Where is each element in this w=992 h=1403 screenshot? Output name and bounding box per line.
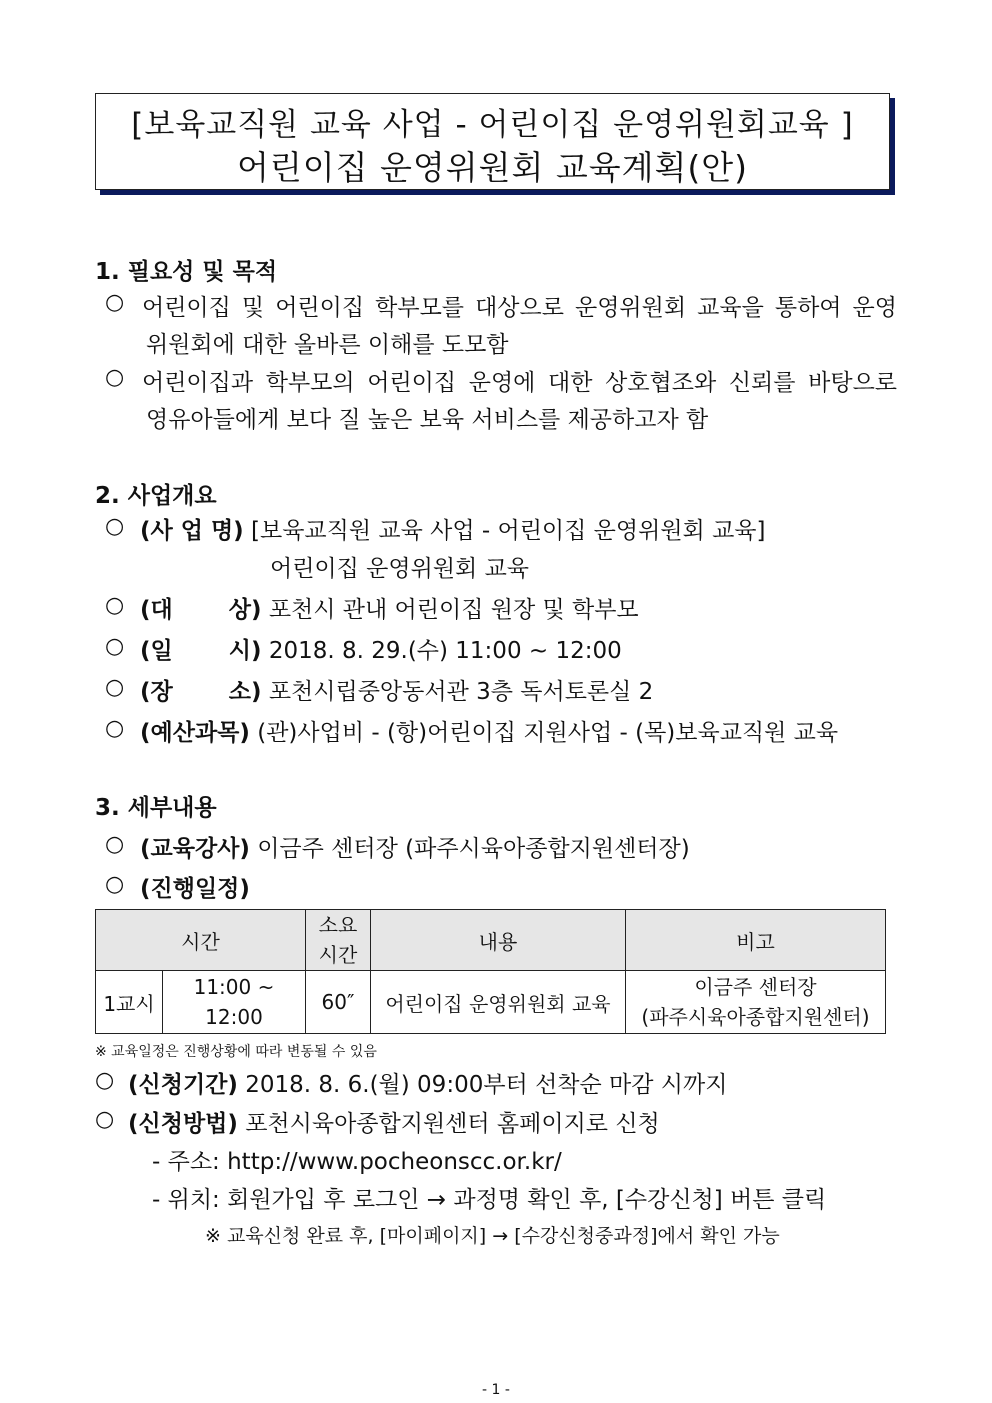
lecturer-label: (교육강사) bbox=[140, 836, 250, 862]
place-row bbox=[140, 673, 653, 706]
apply-period-value: 2018. 8. 6.(월) 09:00부터 선착순 마감 시까지 bbox=[245, 1072, 728, 1098]
header-time: 시간 bbox=[96, 910, 306, 971]
cell-time-line-1: 11:00 ~ bbox=[193, 975, 275, 999]
bullet: ○ bbox=[105, 365, 125, 390]
project-name-value: [보육교직원 교육 사업 - 어린이집 운영위원회 교육] bbox=[251, 518, 766, 544]
date-label: (일 시) bbox=[140, 638, 262, 664]
cell-remark-line-2: (파주시육아종합지원센터) bbox=[641, 1005, 870, 1029]
project-name-value-2: 어린이집 운영위원회 교육 bbox=[270, 556, 530, 582]
page-number: - 1 - bbox=[482, 1382, 510, 1398]
target-label: (대 상) bbox=[140, 597, 262, 623]
place-label: (장 소) bbox=[140, 679, 262, 705]
bullet: ○ bbox=[95, 1107, 115, 1132]
purpose-item-2-line-1: 어린이집과 학부모의 어린이집 운영에 대한 상호협조와 신뢰를 바탕으로 bbox=[142, 370, 897, 396]
table-header-row bbox=[96, 910, 886, 971]
schedule-label: (진행일정) bbox=[140, 876, 250, 902]
table-row bbox=[96, 971, 886, 1034]
apply-method-label: (신청방법) bbox=[128, 1111, 238, 1137]
bullet: ○ bbox=[105, 872, 125, 897]
bullet: ○ bbox=[95, 1068, 115, 1093]
target-row bbox=[140, 591, 639, 624]
bullet: ○ bbox=[105, 514, 125, 539]
header-duration-line-2: 시간 bbox=[318, 943, 358, 967]
confirm-note: ※ 교육신청 완료 후, [마이페이지] → [수강신청중과정]에서 확인 가능 bbox=[205, 1225, 780, 1247]
cell-time-line-2: 12:00 bbox=[205, 1005, 263, 1029]
purpose-item-1-line-2: 위원회에 대한 올바른 이해를 도모함 bbox=[146, 332, 509, 358]
cell-remark-line-1: 이금주 센터장 bbox=[694, 975, 817, 999]
schedule-table bbox=[95, 909, 886, 1034]
apply-period-label: (신청기간) bbox=[128, 1072, 238, 1098]
budget-value: (관)사업비 - (항)어린이집 지원사업 - (목)보육교직원 교육 bbox=[257, 720, 839, 746]
cell-period: 1교시 bbox=[96, 971, 163, 1034]
lecturer-row bbox=[140, 830, 690, 863]
title-box bbox=[95, 93, 890, 190]
bullet: ○ bbox=[105, 716, 125, 741]
budget-label: (예산과목) bbox=[140, 720, 250, 746]
purpose-item-2-line-2: 영유아들에게 보다 질 높은 보육 서비스를 제공하고자 함 bbox=[146, 407, 709, 433]
place-value: 포천시립중앙동서관 3층 독서토론실 2 bbox=[268, 679, 654, 705]
apply-method-value: 포천시육아종합지원센터 홈페이지로 신청 bbox=[245, 1111, 660, 1137]
date-value: 2018. 8. 29.(수) 11:00 ~ 12:00 bbox=[268, 638, 622, 664]
bullet: ○ bbox=[105, 832, 125, 857]
section-2-heading: 2. 사업개요 bbox=[95, 483, 217, 509]
schedule-note: ※ 교육일정은 진행상황에 따라 변동될 수 있음 bbox=[95, 1044, 377, 1060]
cell-duration: 60″ bbox=[305, 971, 370, 1034]
project-name-label: (사 업 명) bbox=[140, 518, 244, 544]
header-remark: 비고 bbox=[625, 910, 885, 971]
project-name-row bbox=[140, 512, 766, 545]
bullet: ○ bbox=[105, 675, 125, 700]
date-row bbox=[140, 632, 622, 665]
apply-method-row bbox=[128, 1105, 660, 1138]
address-line: - 주소: http://www.pocheonscc.or.kr/ bbox=[152, 1149, 562, 1175]
section-1-heading: 1. 필요성 및 목적 bbox=[95, 259, 278, 285]
budget-row bbox=[140, 714, 838, 747]
header-duration bbox=[305, 910, 370, 971]
bullet: ○ bbox=[105, 290, 125, 315]
header-duration-line-1: 소요 bbox=[318, 913, 358, 937]
document-title-line-1: [보육교직원 교육 사업 - 어린이집 운영위원회교육 ] bbox=[131, 107, 854, 143]
apply-period-row bbox=[128, 1066, 727, 1099]
purpose-item-1-line-1: 어린이집 및 어린이집 학부모를 대상으로 운영위원회 교육을 통하여 운영 bbox=[142, 295, 897, 321]
cell-remark bbox=[625, 971, 885, 1034]
header-content: 내용 bbox=[370, 910, 625, 971]
cell-content: 어린이집 운영위원회 교육 bbox=[370, 971, 625, 1034]
document-title-line-2: 어린이집 운영위원회 교육계획(안) bbox=[236, 148, 749, 187]
location-line: - 위치: 회원가입 후 로그인 → 과정명 확인 후, [수강신청] 버튼 클릭 bbox=[152, 1187, 827, 1213]
lecturer-value: 이금주 센터장 (파주시육아종합지원센터장) bbox=[257, 836, 690, 862]
target-value: 포천시 관내 어린이집 원장 및 학부모 bbox=[268, 597, 639, 623]
bullet: ○ bbox=[105, 593, 125, 618]
cell-time bbox=[163, 971, 306, 1034]
bullet: ○ bbox=[105, 634, 125, 659]
section-3-heading: 3. 세부내용 bbox=[95, 795, 217, 821]
